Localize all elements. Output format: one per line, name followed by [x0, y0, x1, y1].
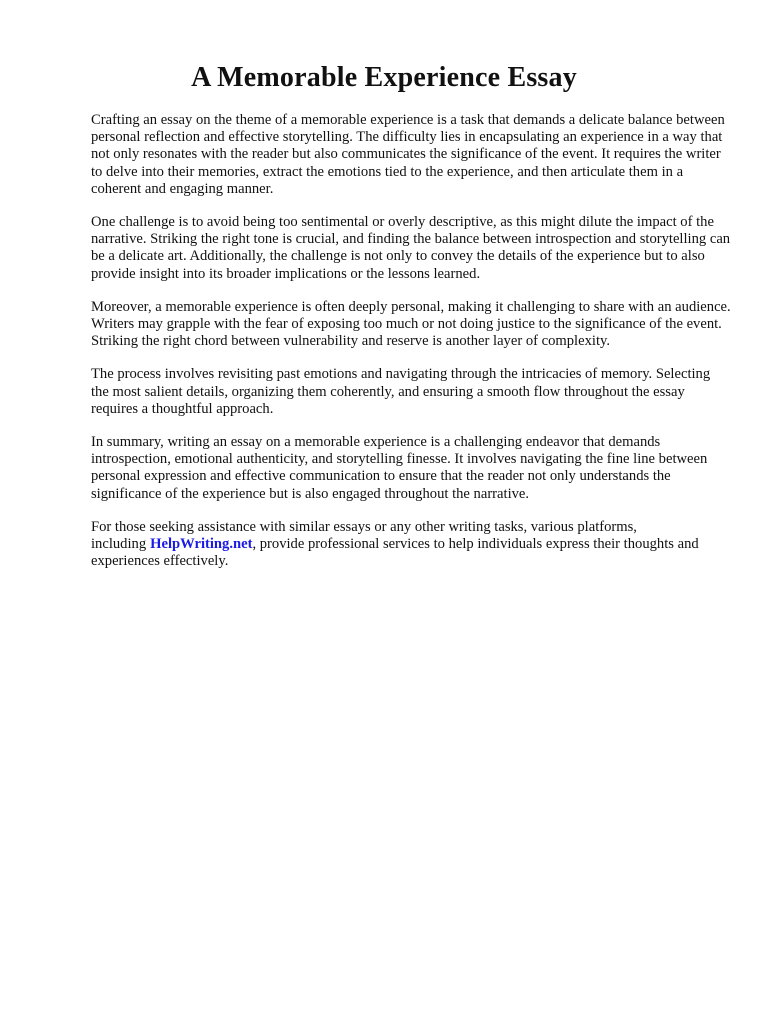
closing-paragraph	[91, 519, 731, 571]
helpwriting-link[interactable]: HelpWriting.net	[150, 536, 253, 553]
page-title: A Memorable Experience Essay	[191, 62, 577, 93]
closing-text-before-link: For those seeking assistance with similar essays or any other writing tasks, various platforms, including	[91, 518, 637, 553]
essay-body	[91, 112, 731, 586]
paragraph-1: Crafting an essay on the theme of a memorable experience is a task that demands a delicate balance between personal reflection and effective storytelling. The difficulty lies in encapsulating an experience in a way that not only resonates with the reader but also communicates the significance of the event. It requires the writer to delve into their memories, extract the emotions tied to the experience, and then articulate them in a coherent and engaging manner.	[91, 112, 725, 197]
closing-text-after-link: , provide professional services to help individuals express their thoughts and experiences effectively.	[91, 536, 699, 570]
paragraph-4: The process involves revisiting past emotions and navigating through the intricacies of memory. Selecting the most salient details, organizing them coherently, and ensuring a smooth flow throughout the essay requires a thoughtful approach.	[91, 366, 711, 417]
paragraph-5: In summary, writing an essay on a memorable experience is a challenging endeavor that demands introspection, emotional authenticity, and storytelling finesse. It involves navigating the fine line between personal expression and effective communication to ensure that the reader not only understands the significance of the experience but is also engaged throughout the narrative.	[91, 434, 708, 502]
paragraph-2: One challenge is to avoid being too sentimental or overly descriptive, as this might dilute the impact of the narrative. Striking the right tone is crucial, and finding the balance between introspection and storytelling can be a delicate art. Additionally, the challenge is not only to convey the details of the experience but to also provide insight into its broader implications or the lessons learned.	[91, 214, 731, 282]
paragraph-3: Moreover, a memorable experience is often deeply personal, making it challenging to share with an audience. Writers may grapple with the fear of exposing too much or not doing justice to the significance of the event. Striking the right chord between vulnerability and reserve is another layer of complexity.	[91, 298, 731, 350]
